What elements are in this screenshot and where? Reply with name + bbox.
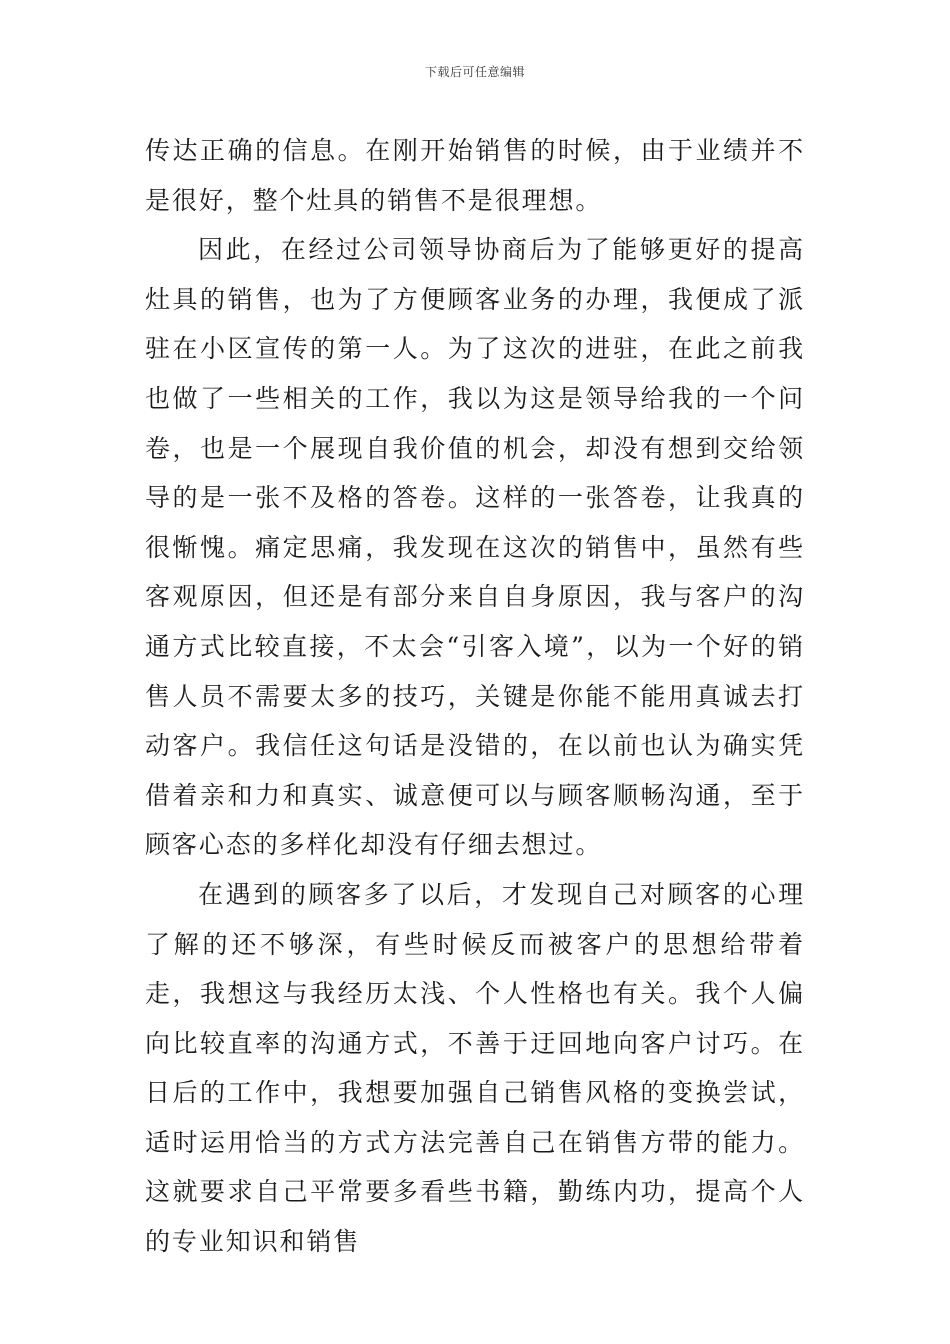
paragraph-1: 传达正确的信息。在刚开始销售的时候，由于业绩并不是很好，整个灶具的销售不是很理想。 [145, 136, 805, 215]
document-body [145, 126, 805, 1267]
header-note: 下载后可任意编辑 [424, 65, 525, 79]
paragraph-3: 在遇到的顾客多了以后，才发现自己对顾客的心理了解的还不够深，有些时候反而被客户的思想给带着走，我想这与我经历太浅、个人性格也有关。我个人偏向比较直率的沟通方式，不善于迂回地向客户讨巧。在日后的工作中，我想要加强自己销售风格的变换尝试，适时运用恰当的方式方法完善自己在销售方带的能力。这就要求自己平常要多看些书籍，勤练内功，提高个人的专业知识和销售 [145, 879, 805, 1257]
paragraph-2: 因此，在经过公司领导协商后为了能够更好的提高灶具的销售，也为了方便顾客业务的办理，我便成了派驻在小区宣传的第一人。为了这次的进驻，在此之前我也做了一些相关的工作，我以为这是领导给我的一个问卷，也是一个展现自我价值的机会，却没有想到交给领导的是一张不及格的答卷。这样的一张答卷，让我真的很惭愧。痛定思痛，我发现在这次的销售中，虽然有些客观原因，但还是有部分来自自身原因，我与客户的沟通方式比较直接，不太会“引客入境”，以为一个好的销售人员不需要太多的技巧，关键是你能不能用真诚去打动客户。我信任这句话是没错的，在以前也认为确实凭借着亲和力和真实、诚意便可以与顾客顺畅沟通，至于顾客心态的多样化却没有仔细去想过。 [145, 235, 805, 860]
